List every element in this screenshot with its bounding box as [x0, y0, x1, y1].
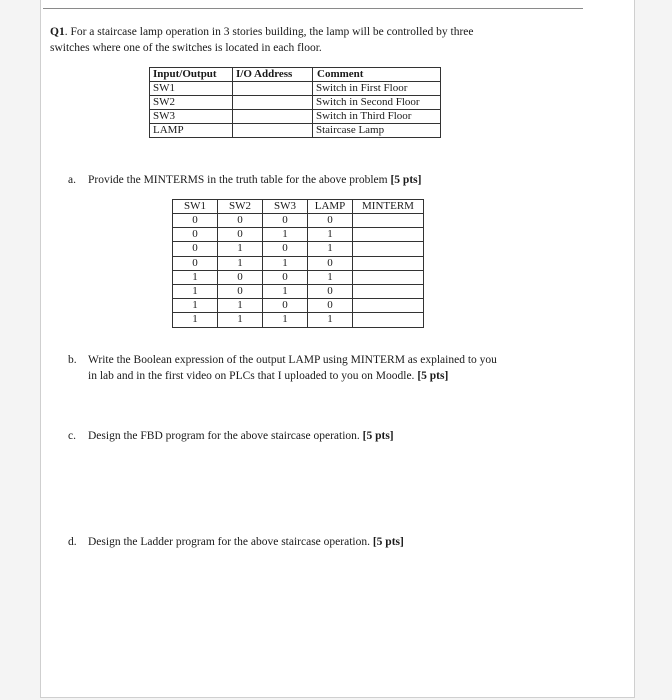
question-line1: . For a staircase lamp operation in 3 stories building, the lamp will be controlled by three [64, 26, 474, 38]
truth-header-cell: SW2 [218, 200, 263, 214]
truth-cell: 0 [308, 284, 353, 298]
part-b-line2 [68, 368, 568, 384]
part-a-text: Provide the MINTERMS in the truth table for the above problem [88, 174, 391, 186]
truth-table-body [173, 214, 424, 328]
part-c-text: Design the FBD program for the above staircase operation. [88, 430, 363, 442]
part-a [68, 172, 568, 188]
truth-cell: 0 [218, 228, 263, 242]
part-b-points: [5 pts] [417, 370, 449, 382]
question-text [50, 24, 570, 56]
io-table-row [150, 82, 441, 96]
io-cell [233, 82, 313, 96]
part-b-text-line1: Write the Boolean expression of the output LAMP using MINTERM as explained to you [88, 354, 497, 366]
part-b [68, 352, 568, 384]
part-b-label: b. [68, 354, 77, 366]
part-d-label: d. [68, 536, 77, 548]
truth-cell: 1 [218, 256, 263, 270]
truth-header-cell: LAMP [308, 200, 353, 214]
io-header-cell: Comment [313, 68, 441, 82]
truth-cell [353, 256, 424, 270]
truth-cell: 1 [308, 242, 353, 256]
io-cell [233, 124, 313, 138]
io-cell: Switch in First Floor [313, 82, 441, 96]
truth-cell: 1 [263, 313, 308, 327]
part-d-points: [5 pts] [372, 536, 404, 548]
truth-cell: 0 [263, 270, 308, 284]
io-table-row [150, 110, 441, 124]
truth-cell: 0 [308, 214, 353, 228]
truth-cell: 1 [308, 228, 353, 242]
part-c-points: [5 pts] [362, 430, 394, 442]
io-cell: Switch in Third Floor [313, 110, 441, 124]
truth-cell: 1 [173, 299, 218, 313]
truth-cell: 1 [308, 270, 353, 284]
truth-header-cell: SW3 [263, 200, 308, 214]
truth-cell: 0 [218, 284, 263, 298]
part-d-text: Design the Ladder program for the above staircase operation. [88, 536, 373, 548]
question-number: Q1 [50, 26, 65, 38]
truth-cell: 1 [173, 284, 218, 298]
truth-cell: 0 [173, 214, 218, 228]
truth-cell: 0 [263, 242, 308, 256]
truth-cell [353, 214, 424, 228]
io-cell: SW1 [150, 82, 233, 96]
question-line2: switches where one of the switches is located in each floor. [50, 42, 322, 54]
part-a-label: a. [68, 174, 76, 186]
truth-cell: 1 [218, 242, 263, 256]
part-c [68, 428, 568, 444]
top-divider [43, 8, 583, 9]
truth-cell [353, 228, 424, 242]
truth-cell: 1 [308, 313, 353, 327]
truth-header-cell: SW1 [173, 200, 218, 214]
io-cell: LAMP [150, 124, 233, 138]
io-cell [233, 110, 313, 124]
truth-cell: 0 [263, 299, 308, 313]
io-table [149, 67, 441, 138]
truth-cell: 1 [218, 299, 263, 313]
part-d [68, 534, 568, 550]
part-b-text-line2: in lab and in the first video on PLCs that I uploaded to you on Moodle. [88, 370, 418, 382]
truth-table-row [173, 256, 424, 270]
truth-cell [353, 242, 424, 256]
truth-table [172, 199, 424, 328]
io-header-cell: Input/Output [150, 68, 233, 82]
truth-cell: 0 [218, 214, 263, 228]
truth-table-row [173, 228, 424, 242]
truth-cell: 0 [173, 256, 218, 270]
truth-cell [353, 270, 424, 284]
part-c-label: c. [68, 430, 76, 442]
io-header-cell: I/O Address [233, 68, 313, 82]
truth-cell: 1 [173, 270, 218, 284]
truth-table-row [173, 214, 424, 228]
truth-cell: 1 [263, 256, 308, 270]
truth-table-row [173, 299, 424, 313]
io-cell: SW3 [150, 110, 233, 124]
io-cell [233, 96, 313, 110]
io-table-row [150, 96, 441, 110]
truth-table-row [173, 270, 424, 284]
truth-cell: 0 [218, 270, 263, 284]
io-cell: Staircase Lamp [313, 124, 441, 138]
truth-cell [353, 313, 424, 327]
truth-table-row [173, 284, 424, 298]
truth-table-row [173, 242, 424, 256]
truth-cell: 0 [173, 228, 218, 242]
truth-cell [353, 284, 424, 298]
truth-cell: 1 [263, 284, 308, 298]
io-cell: Switch in Second Floor [313, 96, 441, 110]
truth-table-row [173, 313, 424, 327]
truth-cell: 0 [308, 299, 353, 313]
truth-cell: 0 [173, 242, 218, 256]
io-cell: SW2 [150, 96, 233, 110]
truth-cell: 1 [173, 313, 218, 327]
truth-cell: 0 [308, 256, 353, 270]
truth-cell: 1 [263, 228, 308, 242]
truth-table-header [173, 200, 424, 214]
part-a-points: [5 pts] [390, 174, 422, 186]
truth-cell: 1 [218, 313, 263, 327]
io-table-header [150, 68, 441, 82]
truth-cell [353, 299, 424, 313]
truth-cell: 0 [263, 214, 308, 228]
truth-header-cell: MINTERM [353, 200, 424, 214]
io-table-row [150, 124, 441, 138]
